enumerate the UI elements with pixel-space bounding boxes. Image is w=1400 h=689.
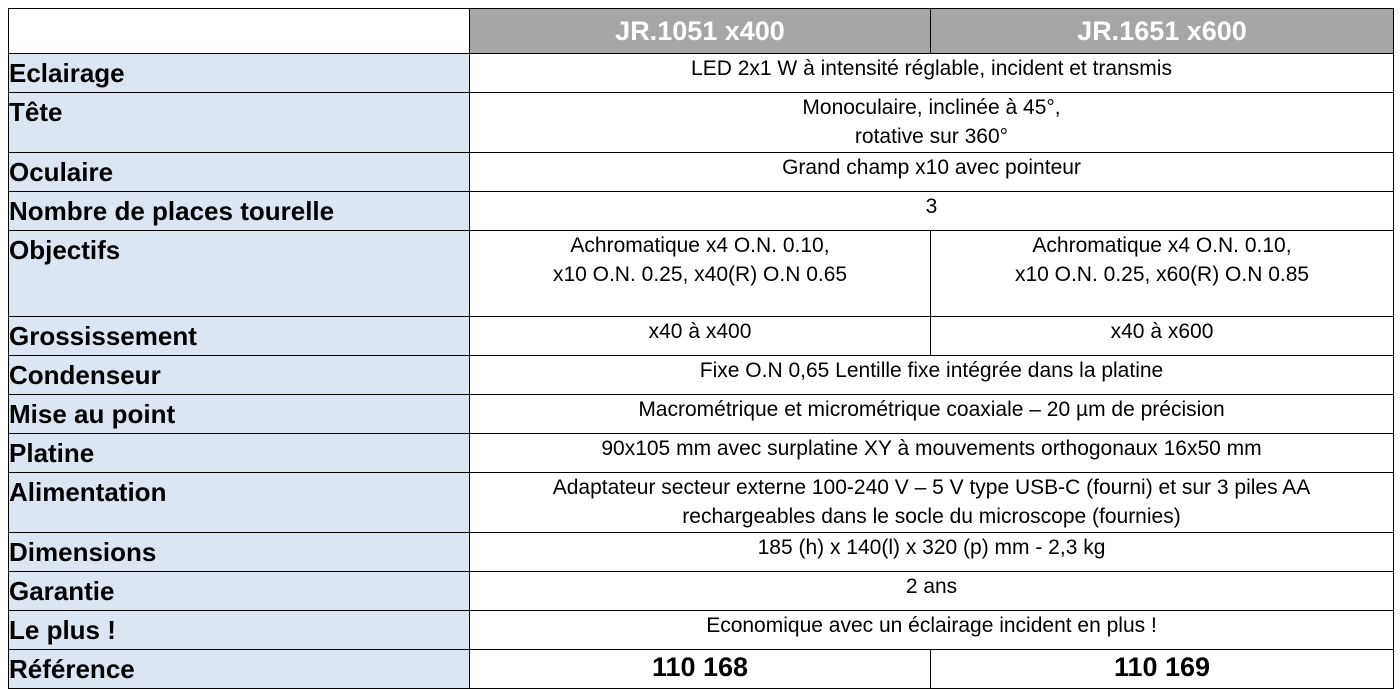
label-garantie: Garantie: [9, 572, 470, 611]
label-le-plus: Le plus !: [9, 611, 470, 650]
value-reference-a: 110 168: [470, 650, 931, 689]
value-dimensions: 185 (h) x 140(l) x 320 (p) mm - 2,3 kg: [470, 533, 1394, 572]
row-tourelle: [9, 192, 1394, 231]
header-blank-cell: [9, 9, 470, 54]
value-objectifs-a-line2: x10 O.N. 0.25, x40(R) O.N 0.65: [552, 263, 848, 286]
value-grossissement-b: x40 à x600: [931, 317, 1394, 356]
value-alimentation: [470, 473, 1394, 533]
label-tete: Tête: [9, 93, 470, 153]
value-objectifs-a-line1: Achromatique x4 O.N. 0.10,: [570, 234, 830, 257]
header-model-b: JR.1651 x600: [931, 9, 1394, 54]
value-objectifs-b-line1: Achromatique x4 O.N. 0.10,: [1032, 234, 1292, 257]
value-garantie: 2 ans: [470, 572, 1394, 611]
value-alimentation-line1: Adaptateur secteur externe 100-240 V – 5 V type USB-C (fourni) et sur 3 piles AA: [552, 476, 1311, 499]
value-tete-line2: rotative sur 360°: [854, 125, 1009, 148]
value-oculaire: Grand champ x10 avec pointeur: [470, 153, 1394, 192]
row-oculaire: [9, 153, 1394, 192]
row-tete: [9, 93, 1394, 153]
row-platine: [9, 434, 1394, 473]
value-tete-line1: Monoculaire, inclinée à 45°,: [802, 96, 1061, 119]
value-le-plus: Economique avec un éclairage incident en plus !: [470, 611, 1394, 650]
value-tourelle: 3: [470, 192, 1394, 231]
value-mise-au-point: Macrométrique et micrométrique coaxiale – 20 µm de précision: [470, 395, 1394, 434]
label-grossissement: Grossissement: [9, 317, 470, 356]
value-objectifs-b-line2: x10 O.N. 0.25, x60(R) O.N 0.85: [1014, 263, 1310, 286]
row-condenseur: [9, 356, 1394, 395]
label-mise-au-point: Mise au point: [9, 395, 470, 434]
label-condenseur: Condenseur: [9, 356, 470, 395]
label-reference: Référence: [9, 650, 470, 689]
value-objectifs-a: [470, 231, 931, 317]
header-row: [9, 9, 1394, 54]
value-grossissement-a: x40 à x400: [470, 317, 931, 356]
row-le-plus: [9, 611, 1394, 650]
row-dimensions: [9, 533, 1394, 572]
row-objectifs: [9, 231, 1394, 317]
row-reference: [9, 650, 1394, 689]
label-tourelle: Nombre de places tourelle: [9, 192, 470, 231]
row-eclairage: [9, 54, 1394, 93]
header-model-a: JR.1051 x400: [470, 9, 931, 54]
value-condenseur: Fixe O.N 0,65 Lentille fixe intégrée dans la platine: [470, 356, 1394, 395]
row-garantie: [9, 572, 1394, 611]
value-eclairage: LED 2x1 W à intensité réglable, incident et transmis: [470, 54, 1394, 93]
row-mise-au-point: [9, 395, 1394, 434]
value-reference-b: 110 169: [931, 650, 1394, 689]
label-eclairage: Eclairage: [9, 54, 470, 93]
row-alimentation: [9, 473, 1394, 533]
label-oculaire: Oculaire: [9, 153, 470, 192]
label-alimentation: Alimentation: [9, 473, 470, 533]
label-platine: Platine: [9, 434, 470, 473]
spec-table: [8, 8, 1394, 689]
value-alimentation-line2: rechargeables dans le socle du microscope (fournies): [682, 505, 1181, 528]
value-tete: [470, 93, 1394, 153]
value-platine: 90x105 mm avec surplatine XY à mouvements orthogonaux 16x50 mm: [470, 434, 1394, 473]
label-dimensions: Dimensions: [9, 533, 470, 572]
row-grossissement: [9, 317, 1394, 356]
value-objectifs-b: [931, 231, 1394, 317]
label-objectifs: Objectifs: [9, 231, 470, 317]
